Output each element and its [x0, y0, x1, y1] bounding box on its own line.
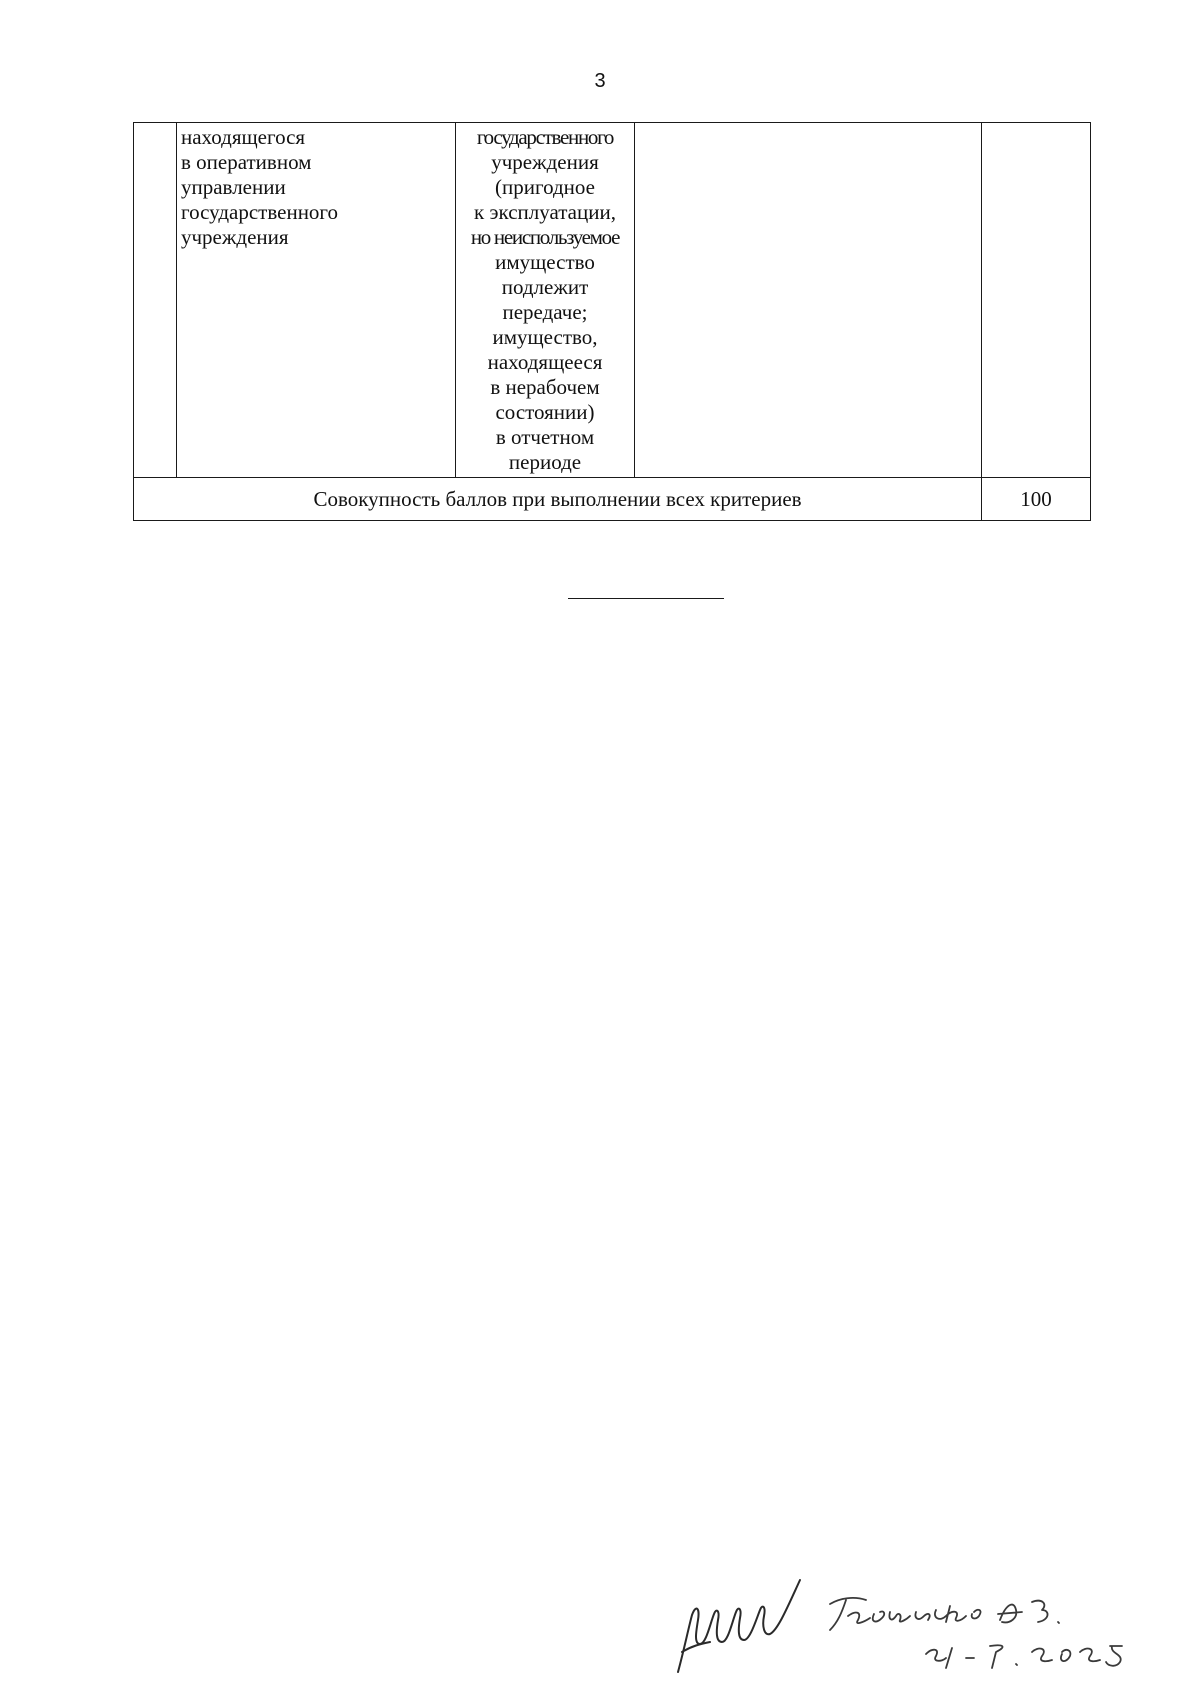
criterion-description-line: но неиспользуемое: [470, 225, 620, 249]
criterion-description-line: государственного: [476, 125, 614, 149]
criterion-description-line: в нерабочем: [490, 375, 600, 399]
criterion-description-line: учреждения: [491, 150, 599, 174]
calculation-method-cell: [635, 123, 982, 478]
criterion-description-line: к эксплуатации,: [474, 200, 616, 224]
criterion-name-line: в оперативном: [181, 150, 312, 174]
criterion-description-line: передаче;: [502, 300, 588, 324]
criterion-name-line: находящегося: [181, 125, 306, 149]
criterion-description-line: подлежит: [501, 275, 589, 299]
score-cell: [982, 123, 1091, 478]
criterion-description-line: в отчетном: [495, 425, 595, 449]
criterion-description-line: имущество,: [492, 325, 598, 349]
separator-line: [568, 598, 724, 599]
page-number: 3: [594, 70, 606, 92]
criterion-description-cell: [456, 123, 635, 478]
criterion-description-line: имущество: [495, 250, 595, 274]
total-row: [134, 478, 1091, 521]
criterion-description-line: находящееся: [487, 350, 603, 374]
criterion-description-line: (пригодное: [495, 175, 595, 199]
criterion-description-line: состоянии): [495, 400, 595, 424]
criterion-description-line: периоде: [508, 450, 582, 474]
total-label: Совокупность баллов при выполнении всех критериев: [134, 478, 982, 521]
signature-block: [670, 1560, 1190, 1680]
total-value: 100: [982, 478, 1091, 521]
criterion-name-line: учреждения: [181, 225, 289, 249]
criterion-name-line: государственного: [181, 200, 339, 224]
criterion-name-line: управлении: [181, 175, 286, 199]
table-row: [134, 123, 1091, 478]
handwritten-signature: [670, 1560, 1190, 1680]
criterion-name-cell: [177, 123, 456, 478]
criteria-table: [133, 122, 1091, 521]
number-cell: [134, 123, 177, 478]
